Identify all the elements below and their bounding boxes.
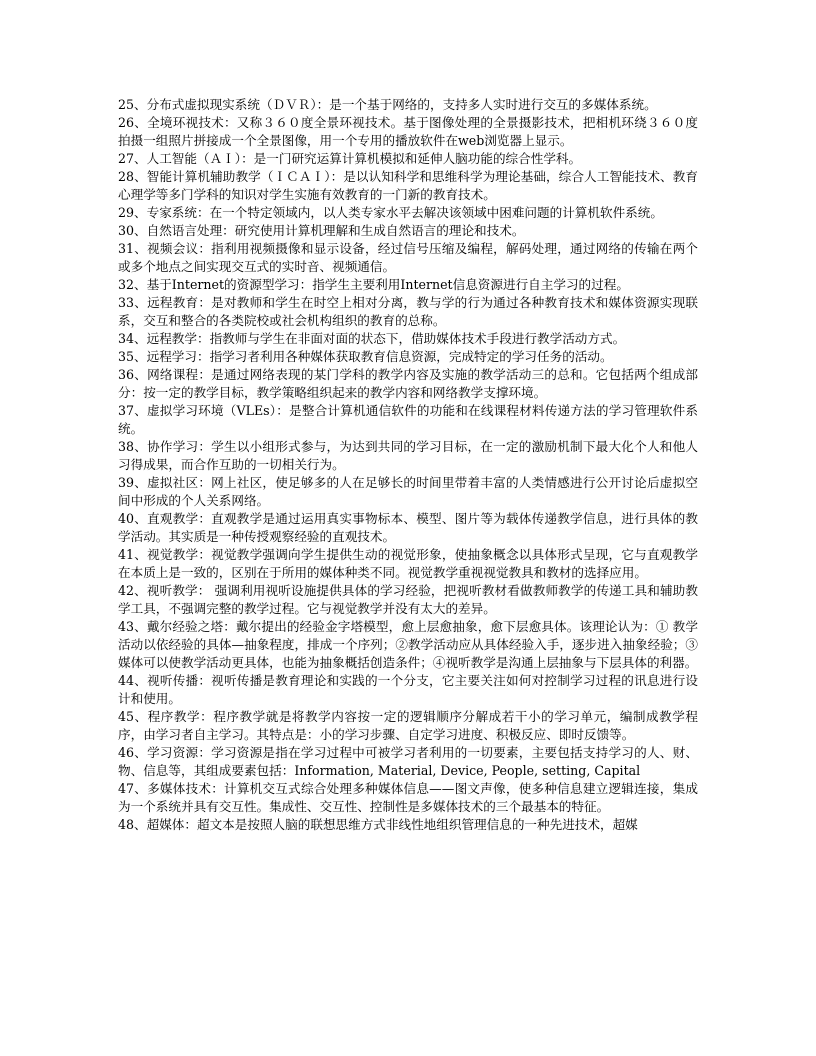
entry-40: 40、直观教学：直观教学是通过运用真实事物标本、模型、图片等为载体传递教学信息，进行具体的教学活动。其实质是一种传授观察经验的直观技术。 [118,511,698,544]
entry-38: 38、协作学习：学生以小组形式参与，为达到共同的学习目标，在一定的激励机制下最大化个人和他人习得成果，而合作互助的一切相关行为。 [118,439,698,472]
entry-43: 43、戴尔经验之塔：戴尔提出的经验金字塔模型，愈上层愈抽象，愈下层愈具体。该理论认为：① 教学活动以依经验的具体—抽象程度，排成一个序列；②教学活动应从具体经验入手，逐步进入抽象经验；③媒体可以使教学活动更具体，也能为抽象概括创造条件；④视听教学是沟通上层抽象与下层具体的利器。 [118,619,698,670]
entry-32: 32、基于Internet的资源型学习：指学生主要利用Internet信息资源进行自主学习的过程。 [118,277,629,292]
entry-31: 31、视频会议：指利用视频摄像和显示设备，经过信号压缩及编程，解码处理，通过网络的传输在两个或多个地点之间实现交互式的实时音、视频通信。 [118,241,698,274]
entry-44: 44、视听传播：视听传播是教育理论和实践的一个分支，它主要关注如何对控制学习过程的讯息进行设计和使用。 [118,673,698,706]
entry-45: 45、程序教学：程序教学就是将教学内容按一定的逻辑顺序分解成若干小的学习单元，编制成教学程序，由学习者自主学习。其特点是：小的学习步骤、自定学习进度、积极反应、即时反馈等。 [118,709,698,742]
entry-29: 29、专家系统：在一个特定领域内，以人类专家水平去解决该领域中困难问题的计算机软件系统。 [118,205,663,220]
entry-41: 41、视觉教学：视觉教学强调向学生提供生动的视觉形象，使抽象概念以具体形式呈现，它与直观教学在本质上是一致的，区别在于所用的媒体种类不同。视觉教学重视视觉教具和教材的选择应用。 [118,547,698,580]
entry-30: 30、自然语言处理：研究使用计算机理解和生成自然语言的理论和技术。 [118,223,525,238]
entry-48: 48、超媒体：超文本是按照人脑的联想思维方式非线性地组织管理信息的一种先进技术，超媒 [118,817,638,832]
entry-47: 47、多媒体技术：计算机交互式综合处理多种媒体信息——图文声像，使多种信息建立逻辑连接，集成为一个系统并具有交互性。集成性、交互性、控制性是多媒体技术的三个最基本的特征。 [118,781,698,814]
entry-27: 27、人工智能（ＡＩ）：是一门研究运算计算机模拟和延伸人脑功能的综合性学科。 [118,151,582,166]
entry-28: 28、智能计算机辅助教学（ＩＣＡＩ）：是以认知科学和思维科学为理论基础，综合人工智能技术、教育心理学等多门学科的知识对学生实施有效教育的一门新的教育技术。 [118,169,698,202]
entry-34: 34、远程教学：指教师与学生在非面对面的状态下，借助媒体技术手段进行教学活动方式。 [118,331,626,346]
entry-25: 25、分布式虚拟现实系统（ＤＶＲ）：是一个基于网络的，支持多人实时进行交互的多媒体系统。 [118,97,657,112]
document-page [118,96,698,834]
entry-26: 26、全境环视技术：又称３６０度全景环视技术。基于图像处理的全景摄影技术，把相机环绕３６０度拍摄一组照片拼接成一个全景图像，用一个专用的播放软件在web浏览器上显示。 [118,115,698,148]
entry-35: 35、远程学习：指学习者利用各种媒体获取教育信息资源，完成特定的学习任务的活动。 [118,349,613,364]
entry-46: 46、学习资源：学习资源是指在学习过程中可被学习者利用的一切要素，主要包括支持学习的人、财、物、信息等，其组成要素包括：Information, Material, Device, People, setting, Capital [118,745,698,778]
entry-42: 42、视听教学： 强调利用视听设施提供具体的学习经验，把视听教材看做教师教学的传递工具和辅助教学工具，不强调完整的教学过程。它与视觉教学并没有太大的差异。 [118,583,698,616]
entry-33: 33、远程教育：是对教师和学生在时空上相对分离，教与学的行为通过各种教育技术和媒体资源实现联系，交互和整合的各类院校或社会机构组织的教育的总称。 [118,295,698,328]
entry-37: 37、虚拟学习环境（VLEs）：是整合计算机通信软件的功能和在线课程材料传递方法的学习管理软件系统。 [118,403,698,436]
entry-36: 36、网络课程：是通过网络表现的某门学科的教学内容及实施的教学活动三的总和。它包括两个组成部分：按一定的教学目标，教学策略组织起来的教学内容和网络教学支撑环境。 [118,367,698,400]
entry-39: 39、虚拟社区：网上社区，使足够多的人在足够长的时间里带着丰富的人类情感进行公开讨论后虚拟空间中形成的个人关系网络。 [118,475,698,508]
